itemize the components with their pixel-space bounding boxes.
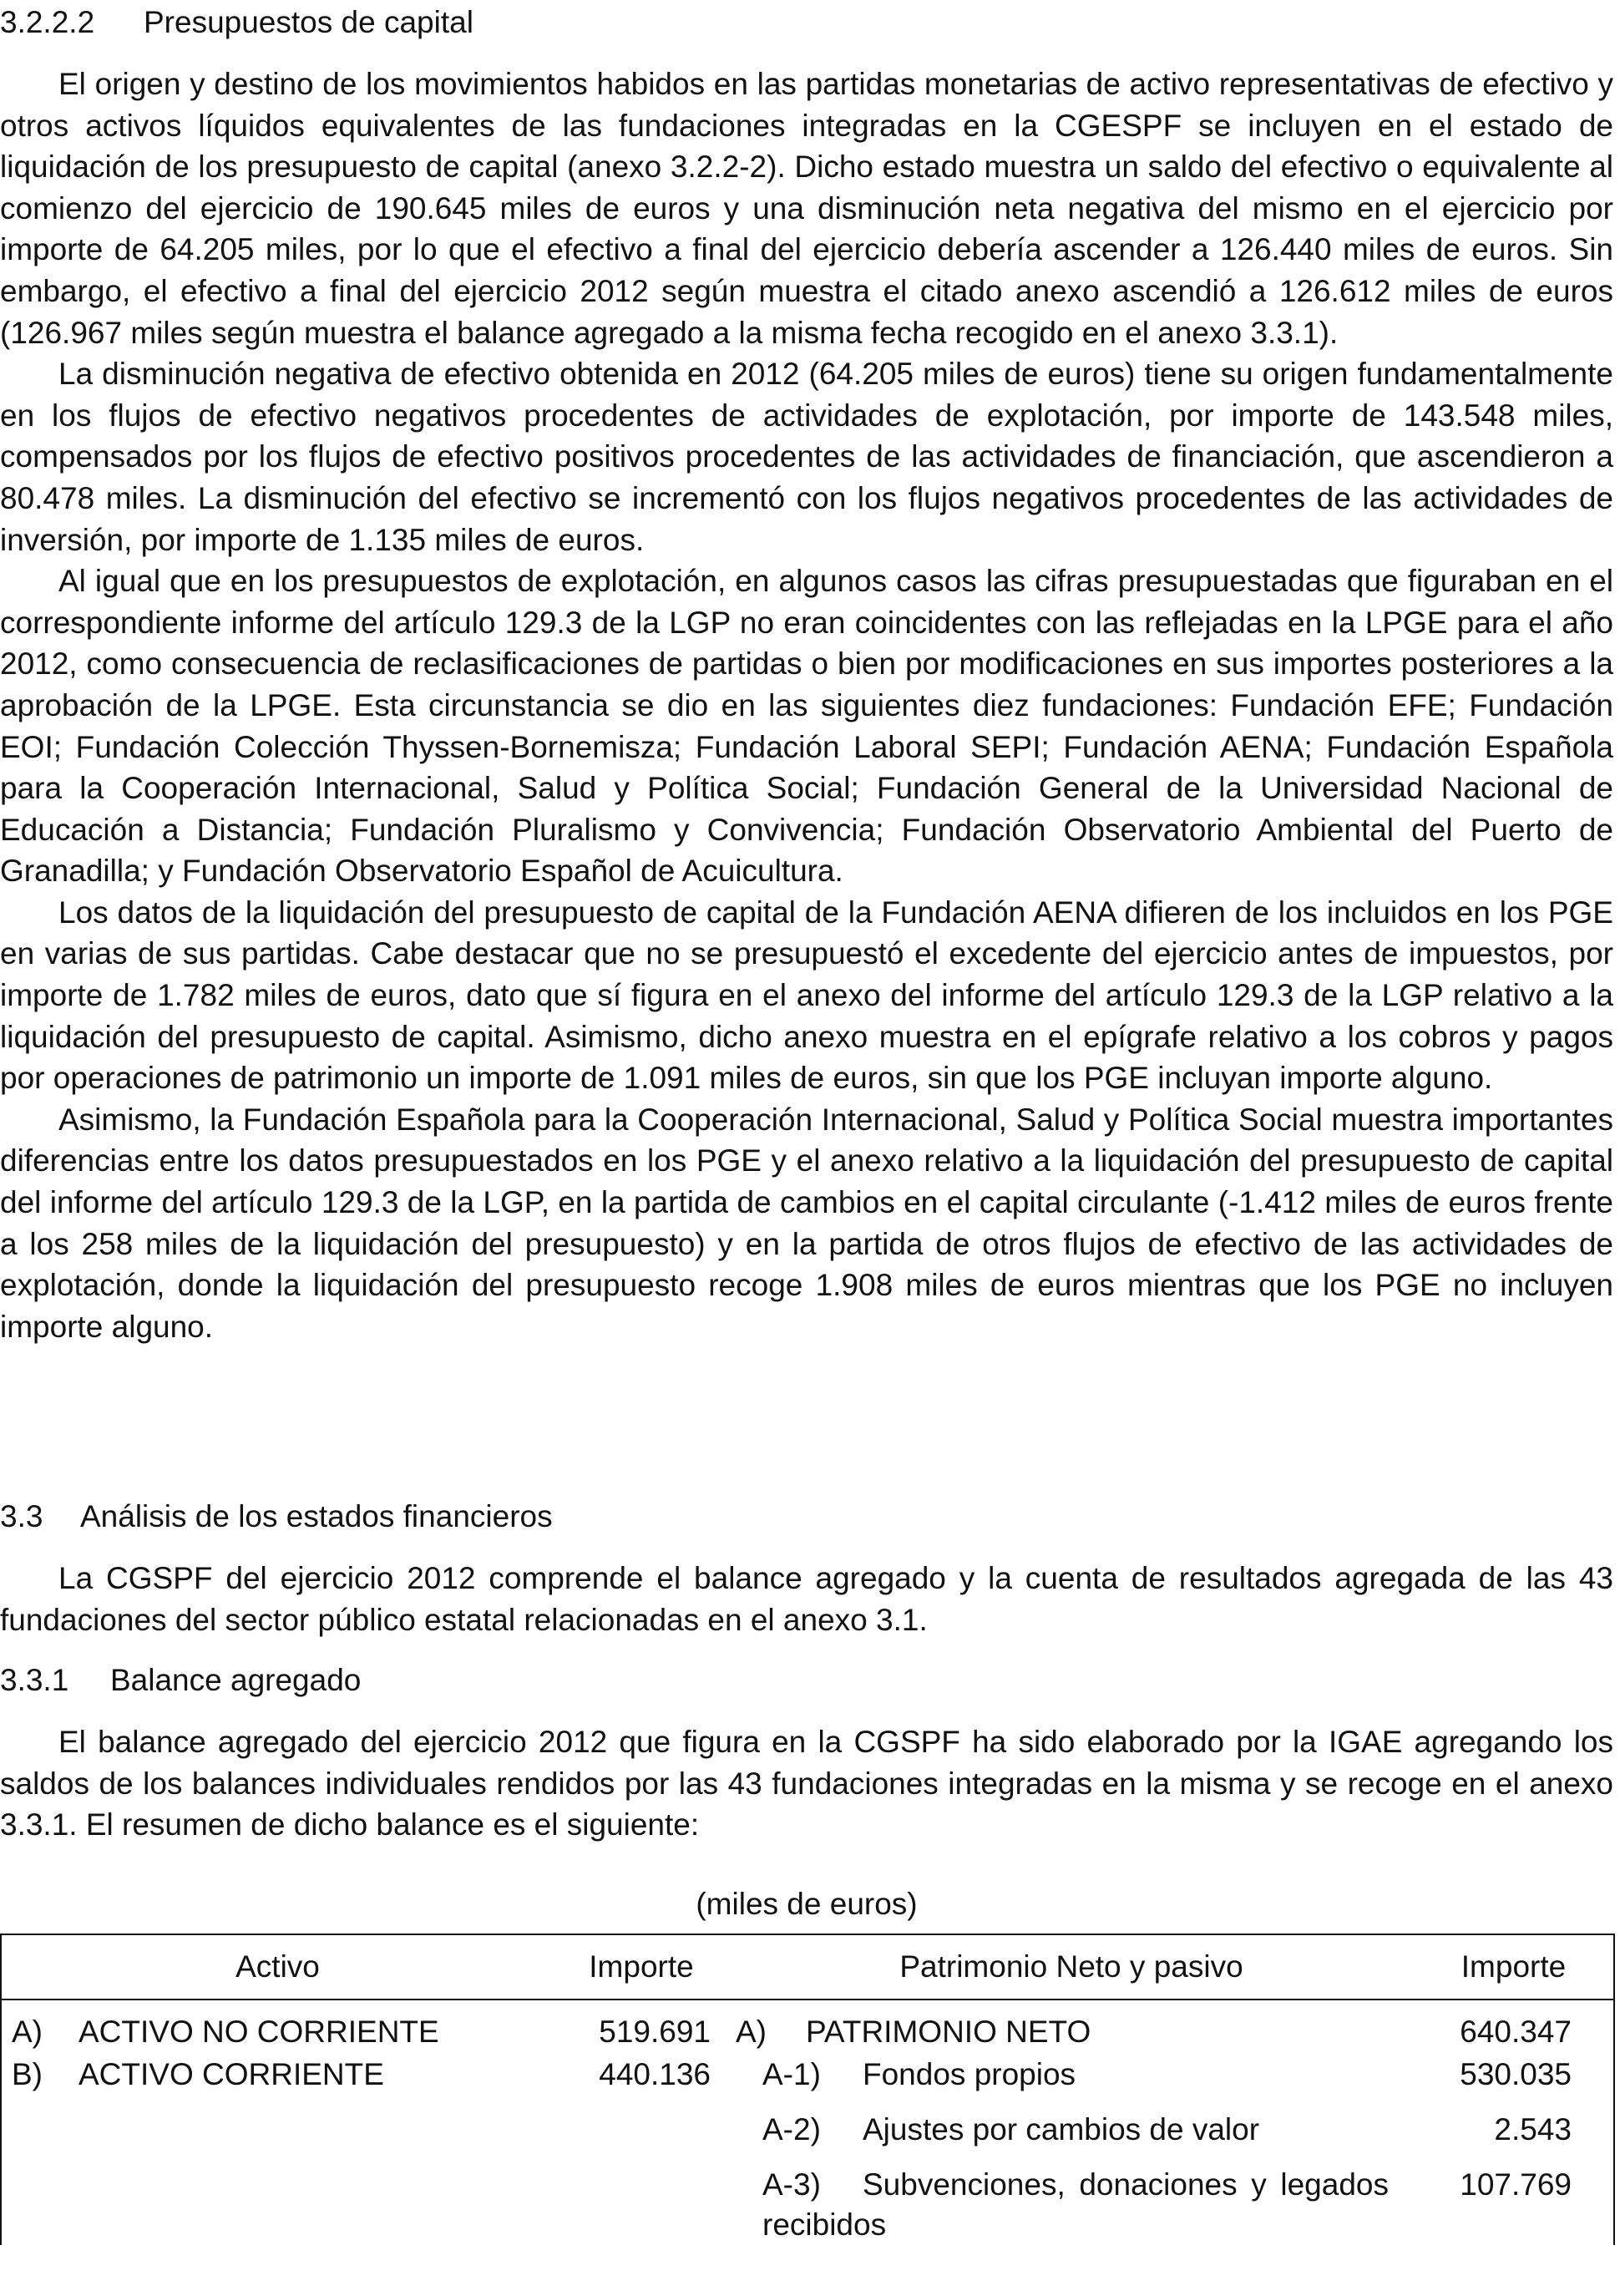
- activo-cell: [1, 2055, 554, 2110]
- row-label: ACTIVO NO CORRIENTE: [78, 2015, 439, 2049]
- section-title: Análisis de los estados financieros: [80, 1499, 553, 1533]
- row-code: B): [12, 2057, 43, 2091]
- column-header-patrimonio: Patrimonio Neto y pasivo: [729, 1934, 1414, 1999]
- paragraph: La disminución negativa de efectivo obtenida en 2012 (64.205 miles de euros) tiene su origen fundamentalmente en los flujos de efectivo negativos procedentes de actividades de explotación, por importe de 143.548 miles, compensados por los flujos de efectivo positivos procedentes de las actividades de financiación, que ascendieron a 80.478 miles. La disminución del efectivo se incrementó con los flujos negativos procedentes de las actividades de inversión, por importe de 1.135 miles de euros.: [0, 357, 1613, 557]
- patrimonio-cell: [729, 2110, 1414, 2165]
- row-code: A): [12, 2015, 43, 2049]
- activo-amount: 440.136: [599, 2057, 711, 2091]
- table-units-caption: (miles de euros): [696, 1887, 918, 1921]
- column-header-activo: Activo: [1, 1934, 554, 1999]
- table-row: [1, 1999, 1614, 2055]
- table-header-row: [1, 1934, 1614, 1999]
- balance-summary-table: [0, 1934, 1615, 2245]
- row-label: ACTIVO CORRIENTE: [78, 2057, 384, 2091]
- section-number: 3.3: [0, 1499, 43, 1533]
- row-code: A-2): [762, 2112, 821, 2146]
- activo-amount: [554, 2165, 729, 2245]
- row-code: A-1): [762, 2057, 821, 2091]
- patrimonio-amount: 107.769: [1460, 2167, 1572, 2202]
- row-label: Subvenciones, donaciones y legados recibidos: [762, 2167, 1389, 2242]
- column-header-importe: Importe: [1414, 1934, 1614, 1999]
- patrimonio-cell: [729, 2055, 1414, 2110]
- table-row: [1, 2110, 1614, 2165]
- activo-cell: [1, 2110, 554, 2165]
- patrimonio-amount: 530.035: [1460, 2057, 1572, 2091]
- patrimonio-amount: 640.347: [1460, 2015, 1572, 2049]
- section-body-3-2-2-2: [0, 63, 1613, 1347]
- column-header-importe: Importe: [554, 1934, 729, 1999]
- paragraph: Los datos de la liquidación del presupuesto de capital de la Fundación AENA difieren de los incluidos en los PGE en varias de sus partidas. Cabe destacar que no se presupuestó el excedente del ejercicio antes de impuestos, por importe de 1.782 miles de euros, dato que sí figura en el anexo del informe del artículo 129.3 de la LGP relativo a la liquidación del presupuesto de capital. Asimismo, dicho anexo muestra en el epígrafe relativo a los cobros y pagos por operaciones de patrimonio un importe de 1.091 miles de euros, sin que los PGE incluyan importe alguno.: [0, 895, 1613, 1096]
- section-number: 3.2.2.2: [0, 5, 95, 39]
- activo-cell: [1, 2165, 554, 2245]
- section-title: Balance agregado: [110, 1663, 362, 1697]
- patrimonio-cell: [729, 1999, 1414, 2055]
- paragraph: Asimismo, la Fundación Española para la Cooperación Internacional, Salud y Política Social muestra importantes diferencias entre los datos presupuestados en los PGE y el anexo relativo a la liquidación del presupuesto de capital del informe del artículo 129.3 de la LGP, en la partida de cambios en el capital circulante (-1.412 miles de euros frente a los 258 miles de la liquidación del presupuesto) y en la partida de otros flujos de efectivo de las actividades de explotación, donde la liquidación del presupuesto recoge 1.908 miles de euros mientras que los PGE no incluyen importe alguno.: [0, 1102, 1613, 1344]
- section-heading-3-3-1: [0, 1660, 361, 1701]
- row-code: A-3): [762, 2167, 821, 2202]
- paragraph: La CGSPF del ejercicio 2012 comprende el balance agregado y la cuenta de resultados agregada de las 43 fundaciones del sector público estatal relacionadas en el anexo 3.1.: [0, 1561, 1613, 1637]
- activo-amount: 519.691: [599, 2015, 711, 2049]
- paragraph: El origen y destino de los movimientos habidos en las partidas monetarias de activo representativas de efectivo y otros activos líquidos equivalentes de las fundaciones integradas en la CGESPF se incluyen en el estado de liquidación de los presupuesto de capital (anexo 3.2.2-2). Dicho estado muestra un saldo del efectivo o equivalente al comienzo del ejercicio de 190.645 miles de euros y una disminución neta negativa del mismo en el ejercicio por importe de 64.205 miles, por lo que el efectivo a final del ejercicio debería ascender a 126.440 miles de euros. Sin embargo, el efectivo a final del ejercicio 2012 según muestra el citado anexo ascendió a 126.612 miles de euros (126.967 miles según muestra el balance agregado a la misma fecha recogido en el anexo 3.3.1).: [0, 67, 1613, 350]
- section-body-3-3-1: [0, 1721, 1613, 1846]
- paragraph: Al igual que en los presupuestos de explotación, en algunos casos las cifras presupuestadas que figuraban en el correspondiente informe del artículo 129.3 de la LGP no eran coincidentes con las reflejadas en la LPGE para el año 2012, como consecuencia de reclasificaciones de partidas o bien por modificaciones en sus importes posteriores a la aprobación de la LPGE. Esta circunstancia se dio en las siguientes diez fundaciones: Fundación EFE; Fundación EOI; Fundación Colección Thyssen-Bornemisza; Fundación Laboral SEPI; Fundación AENA; Fundación Española para la Cooperación Internacional, Salud y Política Social; Fundación General de la Universidad Nacional de Educación a Distancia; Fundación Pluralismo y Convivencia; Fundación Observatorio Ambiental del Puerto de Granadilla; y Fundación Observatorio Español de Acuicultura.: [0, 564, 1613, 889]
- section-title: Presupuestos de capital: [144, 5, 473, 39]
- patrimonio-amount: 2.543: [1494, 2112, 1572, 2146]
- row-label: Fondos propios: [863, 2057, 1076, 2091]
- table-row: [1, 2055, 1614, 2110]
- row-label-wrapped: [729, 2165, 1414, 2245]
- section-heading-3-3: [0, 1496, 553, 1538]
- section-body-3-3: [0, 1558, 1613, 1640]
- row-label: Ajustes por cambios de valor: [863, 2112, 1260, 2146]
- section-heading-3-2-2-2: [0, 2, 473, 43]
- paragraph: El balance agregado del ejercicio 2012 que figura en la CGSPF ha sido elaborado por la IGAE agregando los saldos de los balances individuales rendidos por las 43 fundaciones integradas en la misma y se recoge en el anexo 3.3.1. El resumen de dicho balance es el siguiente:: [0, 1725, 1613, 1842]
- section-number: 3.3.1: [0, 1663, 69, 1697]
- row-code: A): [736, 2015, 767, 2049]
- row-label: PATRIMONIO NETO: [806, 2015, 1091, 2049]
- patrimonio-cell: [729, 2165, 1414, 2245]
- table-row: [1, 2165, 1614, 2245]
- activo-amount: [554, 2110, 729, 2165]
- activo-cell: [1, 1999, 554, 2055]
